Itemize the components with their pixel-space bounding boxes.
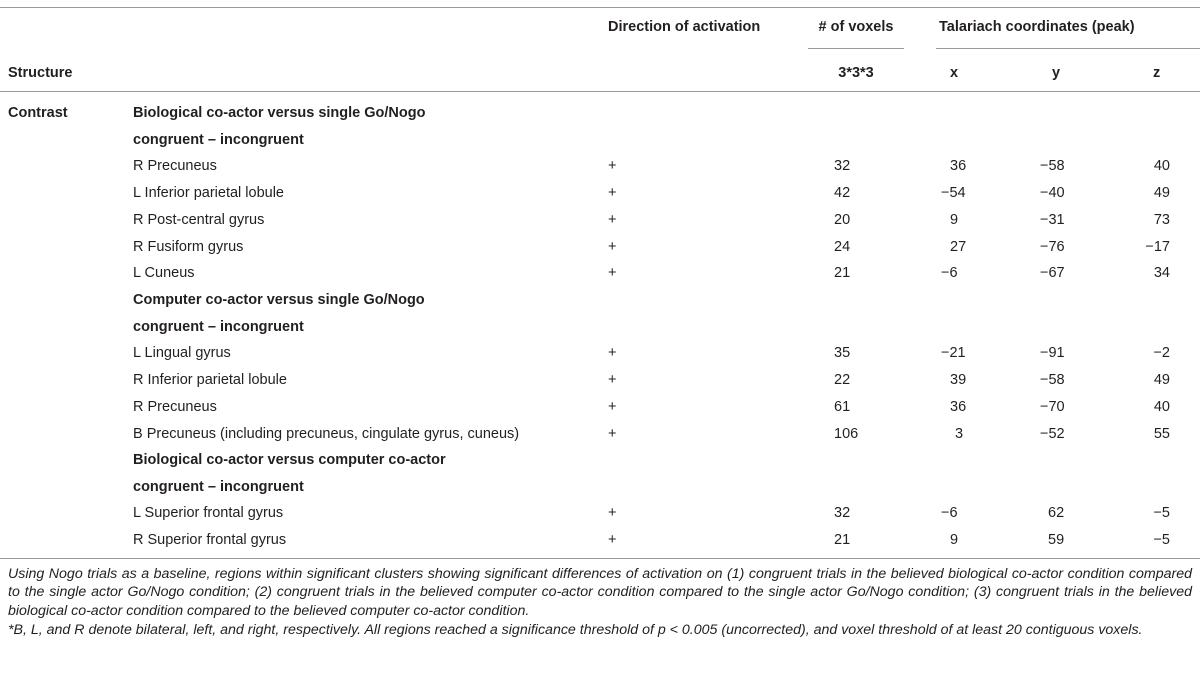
cell-y: −40 xyxy=(1040,185,1065,201)
cell-structure: R Inferior parietal lobule xyxy=(133,372,287,388)
voxels-header-rule xyxy=(808,48,904,49)
cell-structure: L Lingual gyrus xyxy=(133,345,231,361)
cell-z: 34 xyxy=(1153,265,1170,281)
cell-z: −17 xyxy=(1145,239,1170,255)
cell-z: 49 xyxy=(1153,372,1170,388)
cell-y: −52 xyxy=(1040,426,1065,442)
cell-voxels: 42 xyxy=(834,185,851,201)
table-bottom-rule xyxy=(0,558,1200,559)
cell-z: 73 xyxy=(1153,212,1170,228)
cell-y: −58 xyxy=(1040,372,1065,388)
cell-direction: + xyxy=(608,532,617,548)
cell-structure: B Precuneus (including precuneus, cingulate gyrus, cuneus) xyxy=(133,426,520,442)
cell-x: 3 xyxy=(955,426,964,442)
talairach-header-rule xyxy=(936,48,1200,49)
cell-z: −2 xyxy=(1153,345,1170,361)
section-subtitle: congruent – incongruent xyxy=(133,319,304,335)
cell-direction: + xyxy=(608,158,617,174)
cell-x: −21 xyxy=(941,345,966,361)
section-title: Computer co-actor versus single Go/Nogo xyxy=(133,292,425,308)
header-direction: Direction of activation xyxy=(608,19,761,35)
cell-y: 59 xyxy=(1048,532,1065,548)
contrast-label: Contrast xyxy=(8,105,68,121)
cell-structure: R Superior frontal gyrus xyxy=(133,532,287,548)
section-title: Biological co-actor versus computer co-actor xyxy=(133,452,446,468)
cell-voxels: 22 xyxy=(834,372,851,388)
cell-y: −70 xyxy=(1040,399,1065,415)
header-x: x xyxy=(950,65,959,81)
cell-voxels: 21 xyxy=(834,532,851,548)
cell-x: 36 xyxy=(950,158,967,174)
cell-structure: L Superior frontal gyrus xyxy=(133,505,284,521)
cell-y: −91 xyxy=(1040,345,1065,361)
cell-x: 27 xyxy=(950,239,967,255)
header-talairach: Talariach coordinates (peak) xyxy=(939,19,1135,35)
cell-direction: + xyxy=(608,426,617,442)
cell-structure: R Precuneus xyxy=(133,399,217,415)
cell-voxels: 106 xyxy=(834,426,859,442)
header-z: z xyxy=(1153,65,1161,81)
cell-x: 36 xyxy=(950,399,967,415)
cell-structure: R Post-central gyrus xyxy=(133,212,265,228)
cell-direction: + xyxy=(608,372,617,388)
cell-voxels: 32 xyxy=(834,505,851,521)
cell-x: −54 xyxy=(941,185,966,201)
header-bottom-rule xyxy=(0,91,1200,92)
cell-structure: L Inferior parietal lobule xyxy=(133,185,284,201)
cell-z: 40 xyxy=(1153,158,1170,174)
header-structure: Structure xyxy=(8,65,73,81)
table-footnote: Using Nogo trials as a baseline, regions within significant clusters showing significant differences of activation on (1) congruent trials in the believed biological co-actor condition compared to the single actor Go/Nogo condition; (2) congruent trials in the believed computer co-actor condition compared to the single actor Go/Nogo condition; (3) congruent trials in the believed biological co-actor condition compared to the believed computer co-actor condition. xyxy=(8,566,1192,619)
cell-direction: + xyxy=(608,399,617,415)
cell-z: 55 xyxy=(1153,426,1170,442)
cell-structure: R Precuneus xyxy=(133,158,217,174)
cell-x: −6 xyxy=(941,505,958,521)
cell-structure: R Fusiform gyrus xyxy=(133,239,244,255)
cell-voxels: 21 xyxy=(834,265,851,281)
section-subtitle: congruent – incongruent xyxy=(133,132,304,148)
cell-y: 62 xyxy=(1048,505,1065,521)
header-y: y xyxy=(1052,65,1061,81)
cell-y: −67 xyxy=(1040,265,1065,281)
cell-y: −58 xyxy=(1040,158,1065,174)
cell-voxels: 61 xyxy=(834,399,851,415)
cell-direction: + xyxy=(608,239,617,255)
cell-x: 9 xyxy=(950,532,959,548)
top-rule xyxy=(0,7,1200,8)
header-voxels: # of voxels xyxy=(818,19,894,35)
cell-z: −5 xyxy=(1153,505,1170,521)
cell-direction: + xyxy=(608,345,617,361)
cell-x: 9 xyxy=(950,212,959,228)
cell-y: −31 xyxy=(1040,212,1065,228)
header-voxel-size: 3*3*3 xyxy=(838,65,874,81)
cell-direction: + xyxy=(608,185,617,201)
section-title: Biological co-actor versus single Go/Nogo xyxy=(133,105,426,121)
cell-direction: + xyxy=(608,505,617,521)
abbreviation-footnote: *B, L, and R denote bilateral, left, and right, respectively. All regions reached a significance threshold of p < 0.005 (uncorrected), and voxel threshold of at least 20 contiguous voxels. xyxy=(8,622,1143,638)
cell-voxels: 35 xyxy=(834,345,851,361)
cell-direction: + xyxy=(608,265,617,281)
section-subtitle: congruent – incongruent xyxy=(133,479,304,495)
cell-z: −5 xyxy=(1153,532,1170,548)
cell-x: 39 xyxy=(950,372,967,388)
cell-direction: + xyxy=(608,212,617,228)
cell-voxels: 20 xyxy=(834,212,851,228)
cell-x: −6 xyxy=(941,265,958,281)
cell-y: −76 xyxy=(1040,239,1065,255)
cell-voxels: 32 xyxy=(834,158,851,174)
cell-z: 40 xyxy=(1153,399,1170,415)
cell-structure: L Cuneus xyxy=(133,265,195,281)
cell-z: 49 xyxy=(1153,185,1170,201)
cell-voxels: 24 xyxy=(834,239,851,255)
